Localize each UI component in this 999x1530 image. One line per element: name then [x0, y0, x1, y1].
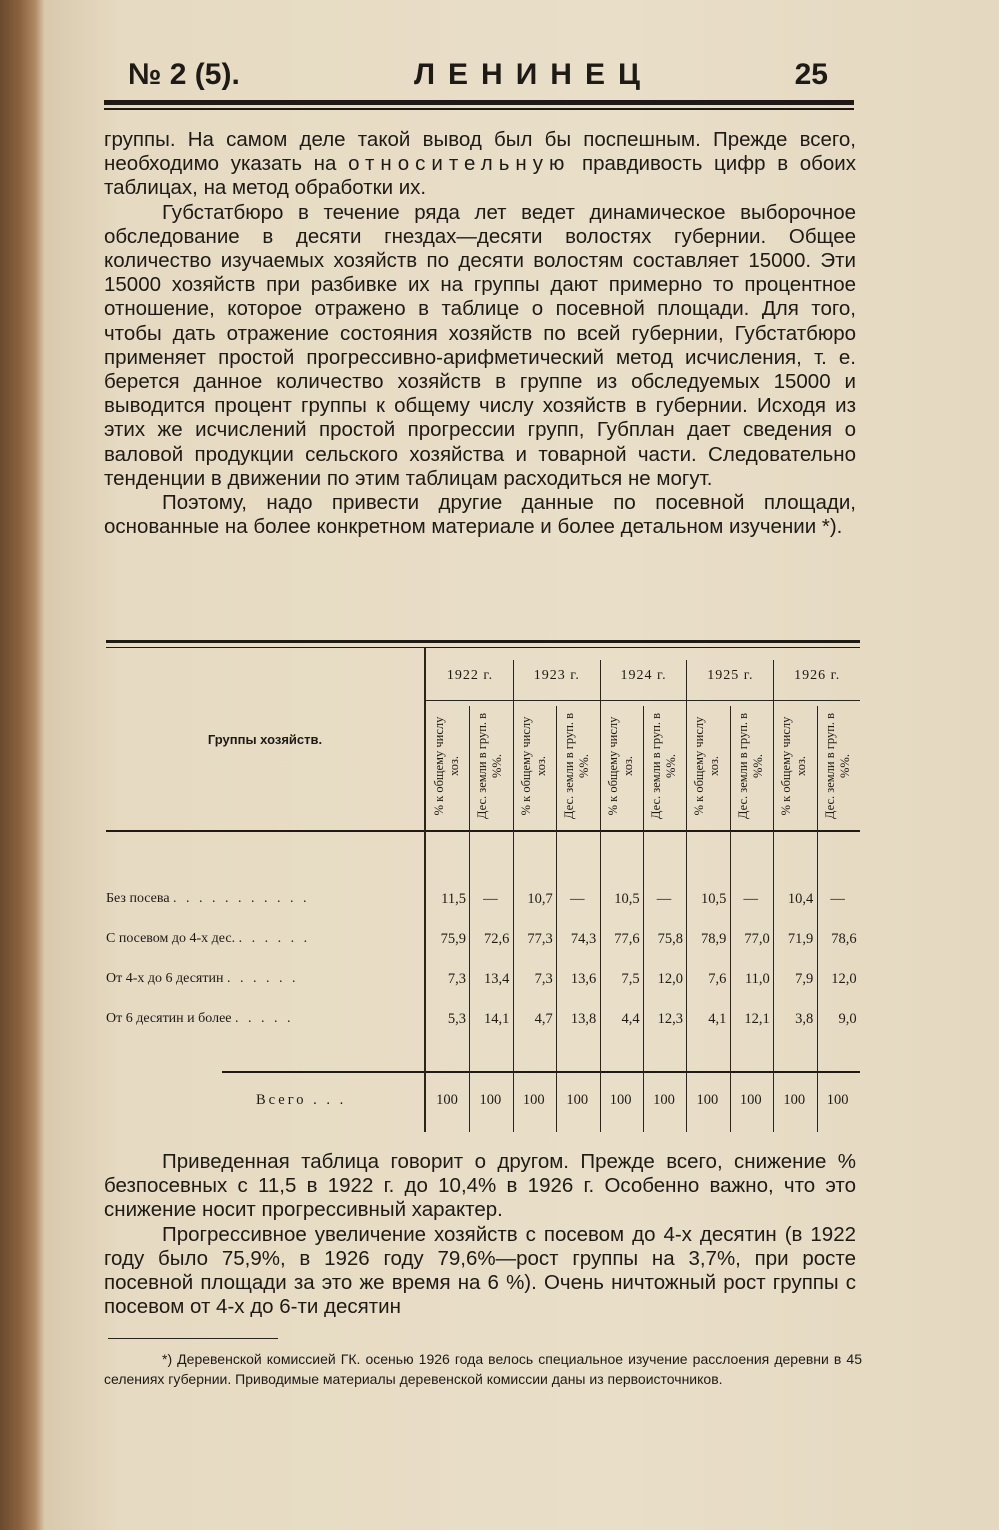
total-cell: 100	[739, 1092, 762, 1108]
sub-header-text: % к общему числу хоз.	[692, 716, 722, 815]
sub-header	[469, 708, 511, 823]
table-cell: 9,0	[838, 1011, 857, 1027]
sub-header	[686, 708, 728, 823]
leader-dots: . . . . .	[235, 1011, 294, 1026]
total-cell: 100	[479, 1092, 502, 1108]
table-cell: 7,3	[534, 971, 553, 987]
year-header: 1923 г.	[533, 668, 580, 683]
table-cell: 4,4	[621, 1011, 640, 1027]
table-top-rule	[106, 640, 860, 643]
paragraph-2: Губстатбюро в течение ряда лет ведет динамическое выборочное обследование в десяти гнездах—десяти волостях губернии. Общее количество изучаемых хозяйств по десяти волостям составляет 15000. Эти 15000 хозяйств при разбивке их на группы дают примерно то процентное отношение, которое отражено в таблице о посевной площади. Для того, чтобы дать отражение состояния хозяйств по всей губернии, Губстатбюро применяет простой прогрессивно-арифметический метод исчисления, т. е. берется данное количество хозяйств в группе из обследуемых 15000 и выводится процент группы к общему числу хозяйств в губернии. Исходя из этих же исчислений простой прогрессии групп, Губплан дает сведения о валовой продукции сельского хозяйства и товарной части. Следовательно тенденции в движении по этим таблицам расходиться не могут.	[104, 200, 856, 490]
table-cell: 13,4	[484, 971, 510, 987]
table-cell: 5,3	[447, 1011, 466, 1027]
table-cell: 78,9	[701, 931, 727, 947]
table-cell: 77,6	[614, 931, 640, 947]
table-cell: 12,3	[657, 1011, 683, 1027]
header-rule-thin	[104, 108, 854, 110]
total-cell: 100	[522, 1092, 545, 1108]
table-cell: —	[830, 891, 845, 907]
row-label-text: От 4-х до 6 десятин	[106, 971, 224, 986]
table-cell: —	[656, 891, 672, 907]
table-cell: 10,5	[614, 891, 640, 907]
table-cell: 77,3	[527, 931, 553, 947]
footnote: *) Деревенской комиссией ГК. осенью 1926 года велось специальное изучение расслоения деревни в 45 селениях губернии. Приводимые материалы деревенской комиссии даны из первоисточников.	[104, 1351, 862, 1387]
body-text-bottom	[104, 1150, 856, 1319]
table-cell: 4,1	[708, 1011, 727, 1027]
total-cell: 100	[436, 1092, 458, 1108]
paragraph-3: Поэтому, надо привести другие данные по посевной площади, основанные на более конкретном материале и более детальном изучении *).	[104, 491, 856, 539]
table-cell: 77,0	[744, 931, 770, 947]
paragraph-1	[104, 128, 856, 201]
leader-dots: . . . . . .	[226, 971, 299, 986]
table-header-rule	[106, 830, 860, 832]
issue-number: № 2 (5).	[128, 58, 240, 91]
running-header	[128, 58, 828, 98]
spaced-emphasis: относительную	[348, 152, 571, 176]
table-cell: 12,1	[744, 1011, 770, 1027]
sub-header-text: % к общему числу хоз.	[432, 716, 461, 815]
table-cell: 3,8	[795, 1011, 814, 1027]
paragraph-1-start: группы. На самом деле такой вывод был бы поспешным. Прежде всего, необходимо указать на	[104, 128, 856, 176]
sub-header	[730, 708, 772, 823]
table-cell: —	[743, 891, 759, 907]
sub-divider	[556, 706, 557, 1132]
sub-header	[513, 708, 555, 823]
table-cell: 74,3	[570, 931, 597, 947]
row-label	[106, 931, 424, 947]
total-cell: 100	[566, 1092, 589, 1108]
sub-header	[600, 708, 642, 823]
header-rule-thick	[104, 100, 854, 105]
year-header-rule	[426, 700, 860, 701]
paragraph-5: Прогрессивное увеличение хозяйств с посевом до 4-х десятин (в 1922 году было 75,9%, в 1926 году 79,6%—рост группы на 3,7%, при росте посевной площади за это же время на 6 %). Очень ничтожный рост группы с посевом от 4-х до 6-ти десятин	[104, 1222, 856, 1319]
sub-header-text: Дес. земли в груп. в %%.	[475, 712, 505, 819]
table-cell: 7,3	[447, 971, 466, 987]
total-row-label: Всего . . .	[256, 1092, 347, 1108]
total-cell: 100	[609, 1092, 632, 1108]
total-cell: 100	[696, 1092, 719, 1108]
sub-header-text: % к общему числу хоз.	[518, 716, 548, 815]
sub-header-text: Дес. земли в груп. в %%.	[649, 712, 678, 819]
book-spine	[0, 0, 44, 1530]
sub-divider	[730, 706, 731, 1132]
sub-divider	[643, 706, 644, 1132]
row-label-text: От 6 десятин и более	[106, 1011, 232, 1026]
sub-header	[643, 708, 685, 823]
sub-header-text: Дес. земли в груп. в %%.	[822, 712, 852, 819]
column-header-groups: Группы хозяйств.	[207, 732, 323, 747]
table-cell: 12,0	[657, 971, 683, 987]
row-label	[106, 891, 424, 907]
table-cell: —	[569, 891, 585, 907]
body-text-top	[104, 128, 856, 539]
row-label	[106, 1011, 424, 1027]
row-label	[106, 971, 424, 987]
row-label-text: Без посева	[106, 891, 170, 906]
table-cell: 14,1	[484, 1011, 510, 1027]
sub-divider	[469, 706, 470, 1132]
table-cell: 7,5	[621, 971, 640, 987]
table-cell: 10,4	[787, 891, 814, 907]
sub-header	[556, 708, 598, 823]
sown-area-table	[106, 640, 862, 1134]
table-cell: 10,5	[701, 891, 727, 907]
table-cell: 11,5	[441, 891, 466, 907]
table-cell: 71,9	[787, 931, 814, 947]
leader-dots: . . . . . .	[238, 931, 311, 946]
journal-title: ЛЕНИНЕЦ	[414, 58, 653, 91]
leader-dots: . . . . . . . . . . .	[173, 891, 310, 906]
table-cell: 4,7	[534, 1011, 553, 1027]
sub-header-text: Дес. земли в груп. в %%.	[735, 712, 765, 819]
table-total-rule	[222, 1071, 860, 1073]
sub-header	[817, 708, 859, 823]
table-cell: 75,9	[440, 931, 466, 947]
year-header: 1924 г.	[620, 668, 667, 683]
table-cell: 7,9	[795, 971, 814, 987]
year-header: 1926 г.	[794, 668, 841, 683]
year-header: 1925 г.	[707, 668, 754, 683]
table-cell: 10,7	[527, 891, 553, 907]
table-cell: 12,0	[831, 971, 857, 987]
paragraph-1-end: правдивость цифр в обоих таблицах, на метод обработки их.	[104, 152, 857, 200]
row-label-text: С посевом до 4-х дес.	[106, 931, 236, 946]
sub-header-text: % к общему числу хоз.	[605, 716, 635, 815]
sub-header	[426, 708, 468, 823]
table-top-rule-thin	[106, 647, 860, 648]
footnote-rule	[108, 1338, 278, 1339]
sub-divider	[817, 706, 818, 1132]
table-cell: 78,6	[831, 931, 857, 947]
table-cell: 72,6	[484, 931, 510, 947]
sub-header-text: Дес. земли в груп. в %%.	[562, 712, 592, 819]
page-number: 25	[794, 58, 828, 91]
table-cell: 11,0	[744, 971, 770, 987]
table-cell: 75,8	[657, 931, 683, 947]
table-cell: —	[483, 891, 498, 907]
total-cell: 100	[783, 1092, 806, 1108]
table-cell: 7,6	[708, 971, 727, 987]
paragraph-4: Приведенная таблица говорит о другом. Прежде всего, снижение % безпосевных с 11,5 в 1922 г. до 10,4% в 1926 г. Особенно важно, что это снижение носит прогрессивный характер.	[104, 1150, 856, 1222]
total-cell: 100	[826, 1092, 849, 1108]
table-cell: 13,6	[570, 971, 597, 987]
total-cell: 100	[653, 1092, 675, 1108]
sub-header	[773, 708, 815, 823]
year-header: 1922 г.	[446, 668, 494, 683]
sub-header-text: % к общему числу хоз.	[779, 716, 809, 815]
table-cell: 13,8	[570, 1011, 597, 1027]
